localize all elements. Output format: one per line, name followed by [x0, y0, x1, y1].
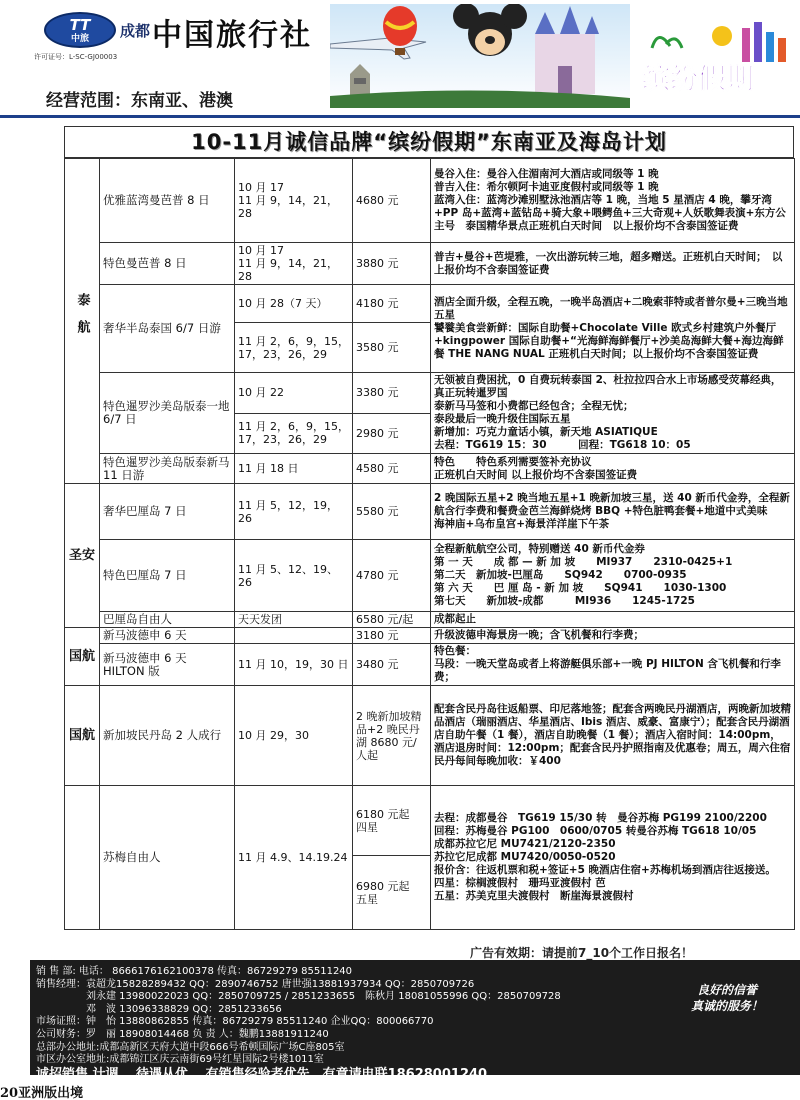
- route-name: 特色暹罗沙美岛版泰新马 11 日游: [100, 454, 235, 484]
- price: 4180 元: [353, 285, 431, 323]
- departure-dates: 天天发团: [235, 612, 353, 628]
- route-detail: 普吉+曼谷+芭堤雅，一次出游玩转三地，超多赠送。正班机白天时间； 以上报价均不含泰国签证费: [431, 243, 795, 285]
- price: 4680 元: [353, 159, 431, 243]
- table-row: [65, 628, 795, 644]
- slogan: 良好的信誉 真诚的服务！: [690, 983, 763, 1013]
- route-name: 奢华巴厘岛 7 日: [100, 484, 235, 540]
- license-number: 许可证号：L-SC-GJ00003: [34, 53, 118, 61]
- route-detail: 去程：成都曼谷 TG619 15/30 转 曼谷苏梅 PG199 2100/2200 回程：苏梅曼谷 PG100 0600/0705 转曼谷苏梅 TG618 10/05 成都苏拉它尼 MU7421/2120-2350 苏拉它尼成都 MU7420/0050-0520 报价含：往返机票和税+签证+5 晚酒店住宿+苏梅机场到酒店往返接送。 四星：棕榈渡假村 珊玛亚渡假村 芭 五星：苏美克里夫渡假村 断崖海景渡假村: [431, 786, 795, 930]
- footer-line-hq-address: 总部办公地址:成都高新区天府大道中段666号希顿国际广场C座805室: [36, 1041, 345, 1053]
- route-detail: 酒店全面升级，全程五晚，一晚半岛酒店+二晚索菲特或者普尔曼+三晚当地五星 饕餮美食尝新鲜：国际自助餐+Chocolate Ville 欧式乡村建筑户外餐厅+kingpower 国际自助餐+“光海鲜海鲜餐厅+沙美岛海鲜大餐+海边海鲜餐 THE NANG NUAL 正班机白天时间；以上报价均不含泰国签证费: [431, 285, 795, 373]
- header: [0, 0, 800, 118]
- page-title: 10-11月诚信品牌“缤纷假期”东南亚及海岛计划: [64, 126, 794, 158]
- route-name: 特色曼芭普 8 日: [100, 243, 235, 285]
- departure-dates: 11 月 5、12、19、26: [235, 540, 353, 612]
- table-row: [65, 373, 795, 414]
- price: 3480 元: [353, 644, 431, 686]
- route-detail: 配套含民丹岛往返船票、印尼落地签；配套含两晚民丹湖酒店，两晚新加坡精品酒店（瑞丽酒店、华星酒店、Ibis 酒店、威豪、富康宁）；配套含民丹湖酒店自助午餐（1 餐），酒店自助晚餐（1 餐）；酒店入宿时间：14:00pm，酒店退房时间：12:00pm；配套含民丹护照指南及优惠卷；周五，周六住宿民丹每间每晚加收：￥400: [431, 686, 795, 786]
- table-row: [65, 644, 795, 686]
- route-name: 奢华半岛泰国 6/7 日游: [100, 285, 235, 373]
- table-row: [65, 612, 795, 628]
- footer-line-finance: 公司财务：罗 丽 18908014468 负 责 人：魏鹏13881911240: [36, 1028, 329, 1040]
- price: 6180 元起 四星: [353, 786, 431, 856]
- price: 4780 元: [353, 540, 431, 612]
- departure-dates: [235, 628, 353, 644]
- route-detail: 全程新航航空公司，特别赠送 40 新币代金券 第 一 天 成 都 — 新 加 坡 MI937 2310-0425+1 第二天 新加坡-巴厘岛 SQ942 0700-0935 第 六 天 巴 厘 岛 - 新 加 坡 SQ941 1030-1300 第七天 新加坡-成都 MI936 1245-1725: [431, 540, 795, 612]
- route-name: 特色巴厘岛 7 日: [100, 540, 235, 612]
- ctt-logo: [44, 12, 116, 48]
- table-row: [65, 540, 795, 612]
- departure-dates: 11 月 5，12，19，26: [235, 484, 353, 540]
- departure-dates: 10 月 22: [235, 373, 353, 414]
- footer-line-manager: 销售经理：袁超龙15828289432 QQ：2890746752 唐世强13881937934 QQ：2850709726: [36, 978, 475, 990]
- route-name: 特色暹罗沙美岛版泰一地 6/7 日: [100, 373, 235, 454]
- route-name: 新加坡民丹岛 2 人成行: [100, 686, 235, 786]
- logo-text: TT: [69, 16, 91, 34]
- price: 2 晚新加坡精品+2 晚民丹湖 8680 元/人起: [353, 686, 431, 786]
- table-row: [65, 159, 795, 243]
- price: 6580 元/起: [353, 612, 431, 628]
- footer-line-manager-2: 刘永建 13980022023 QQ：2850709725 / 2851233655 陈秋月 18081055996 QQ：2850709728: [36, 991, 561, 1003]
- airline-label: 泰航: [74, 292, 90, 347]
- table-row: [65, 243, 795, 285]
- departure-dates: 11 月 2，6，9，15，17，23，26，29: [235, 413, 353, 454]
- price: 3580 元: [353, 323, 431, 373]
- route-name: 苏梅自由人: [100, 786, 235, 930]
- table-row: [65, 786, 795, 856]
- price: 3180 元: [353, 628, 431, 644]
- colorful-holiday-text: 缤纷假期: [642, 63, 755, 94]
- route-detail: 无领被自费困扰，0 自费玩转泰国 2、杜拉拉四合水上市场感受荧幕经典，真正玩转暹罗国 泰新马马签和小费都已经包含；全程无忧； 泰段最后一晚升级住国际五星 新增加：巧克力童话小镇，新天地 ASIATIQUE 去程：TG619 15：30 回程：TG618 10：05: [431, 373, 795, 454]
- airline-cell: 国航: [65, 628, 100, 686]
- departure-dates: 10 月 29，30: [235, 686, 353, 786]
- departure-dates: 11 月 18 日: [235, 454, 353, 484]
- route-detail: 特色餐： 马段：一晚天堂岛或者上将游艇俱乐部+一晚 PJ HILTON 含飞机餐和行李费；: [431, 644, 795, 686]
- tour-plan-table: [64, 158, 795, 930]
- table-row: [65, 686, 795, 786]
- footer-line-manager-3: 邓 波 13096338829 QQ：2851233656: [36, 1003, 282, 1015]
- route-detail: 升级波德申海景房一晚；含飞机餐和行李费；: [431, 628, 795, 644]
- departure-dates: 10 月 17 11 月 9，14，21，28: [235, 159, 353, 243]
- business-scope: 经营范围：东南亚、港澳: [46, 91, 233, 111]
- brand-name: 中国旅行社: [152, 18, 312, 53]
- route-detail: 成都起止: [431, 612, 795, 628]
- recruit-line: 诚招销售 计调， 待遇从优。 有销售经验者优先，有意请电联18628001240: [36, 1066, 488, 1082]
- route-name: 新马波德申 6 天 HILTON 版: [100, 644, 235, 686]
- price: 6980 元起 五星: [353, 856, 431, 930]
- route-detail: 2 晚国际五星+2 晚当地五星+1 晚新加坡三星，送 40 新币代金券，全程新航含行李费和餐费金芭兰海鲜烧烤 BBQ +特色脏鸭套餐+地道中式美味 海神庙+乌布皇宫+海景洋洋崖下午茶: [431, 484, 795, 540]
- airline-cell: 圣安: [65, 484, 100, 628]
- route-name: 巴厘岛自由人: [100, 612, 235, 628]
- contact-footer: [30, 960, 800, 1082]
- departure-dates: 11 月 10，19，30 日: [235, 644, 353, 686]
- price: 5580 元: [353, 484, 431, 540]
- route-detail: 特色 特色系列需要签补充协议 正班机白天时间 以上报价均不含泰国签证费: [431, 454, 795, 484]
- airline-cell: 国航: [65, 686, 100, 786]
- footer-line-market: 市场证照：钟 怡 13880862855 传真：86729279 85511240 企业QQ：800066770: [36, 1016, 434, 1028]
- table-row: [65, 285, 795, 323]
- price: 2980 元: [353, 413, 431, 454]
- route-name: 优雅蓝湾曼芭普 8 日: [100, 159, 235, 243]
- table-row: [65, 484, 795, 540]
- departure-dates: 11 月 2，6，9，15，17，23，26，29: [235, 323, 353, 373]
- brand-city: 成都: [120, 22, 151, 40]
- airline-cell: [65, 786, 100, 930]
- route-detail: 曼谷入住：曼谷入住湄南河大酒店或同级等 1 晚 普吉入住：希尔顿阿卡迪亚度假村或同级等 1 晚 蓝湾入住：蓝湾沙滩别墅泳池酒店等 1 晚，当地 5 星酒店 4 晚，攀牙湾+PP 岛+蓝湾+蓝钻岛+骑大象+喂鳄鱼+三大奇观+人妖歌舞表演+东方公主号 泰国精华景点正班机白天时间 以上报价均不含泰国签证费: [431, 159, 795, 243]
- logo-sub: 中旅: [70, 34, 89, 44]
- price: 3380 元: [353, 373, 431, 414]
- route-name: 新马波德申 6 天: [100, 628, 235, 644]
- footer-line-sales: 销 售 部: 电话： 8666176162100378 传真：86729279 85511240: [36, 966, 353, 977]
- price: 4580 元: [353, 454, 431, 484]
- colorful-holiday-logo: [632, 18, 790, 100]
- departure-dates: 11 月 4.9、14.19.24: [235, 786, 353, 930]
- page-label: 20亚洲版出境: [0, 1086, 84, 1100]
- departure-dates: 10 月 17 11 月 9，14，21，28: [235, 243, 353, 285]
- price: 3880 元: [353, 243, 431, 285]
- departure-dates: 10 月 28（7 天）: [235, 285, 353, 323]
- footer-line-office-address: 市区办公室地址:成都锦江区庆云南街69号红星国际2号楼1011室: [36, 1054, 324, 1066]
- travel-scene-illustration: [330, 4, 630, 108]
- validity-notice: 广告有效期：请提前7_10个工作日报名！: [470, 946, 694, 960]
- airline-cell: [65, 159, 100, 484]
- table-row: [65, 454, 795, 484]
